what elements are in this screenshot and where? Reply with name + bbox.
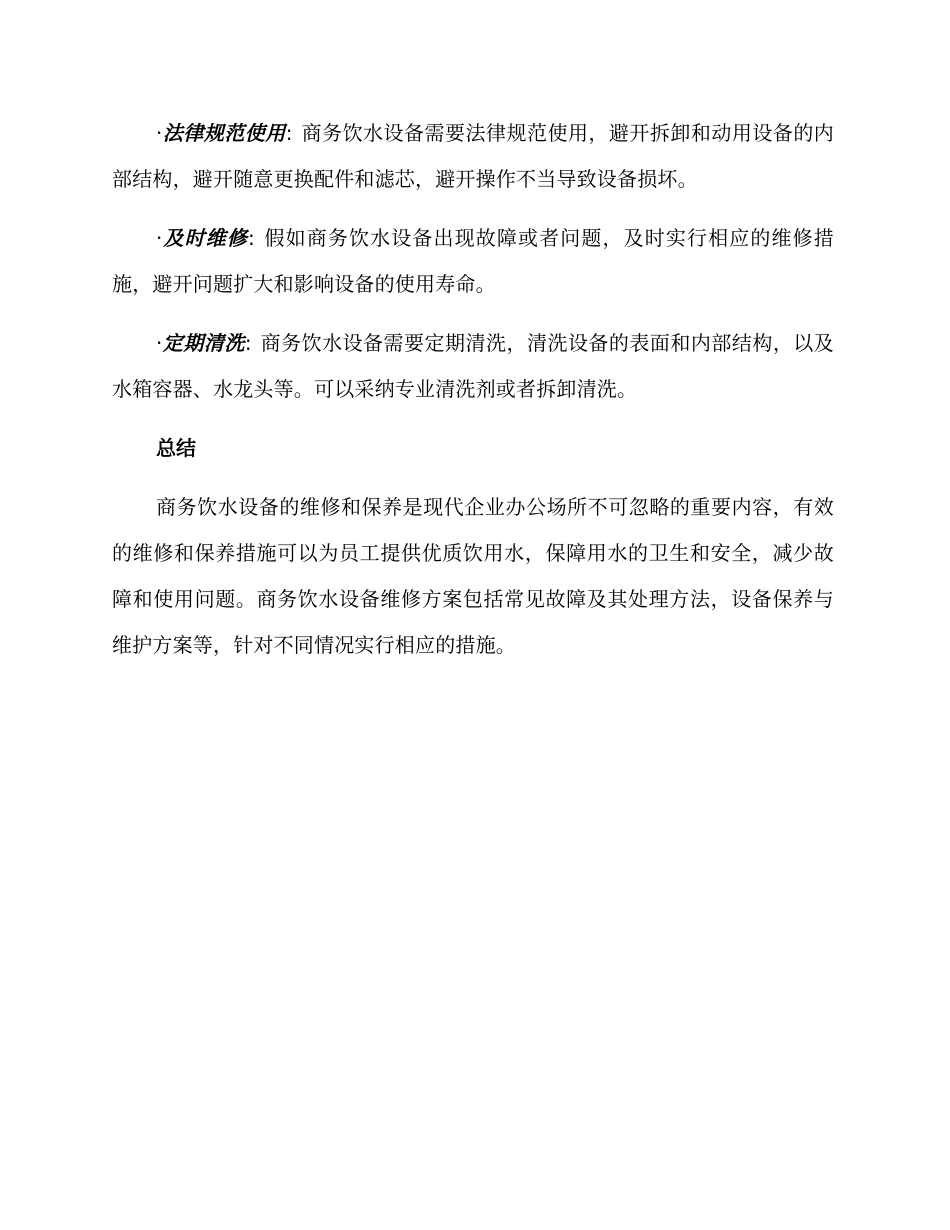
bullet-item-timely-repair xyxy=(112,215,834,307)
bullet-term: 定期清洗 xyxy=(162,331,245,355)
bullet-mark: · xyxy=(156,331,163,355)
summary-heading: 总结 xyxy=(156,436,196,460)
bullet-separator: : xyxy=(244,331,252,355)
bullet-term: 法律规范使用 xyxy=(162,121,286,145)
bullet-separator: : xyxy=(248,226,255,250)
bullet-text: 商务饮水设备需要定期清洗，清洗设备的表面和内部结构，以及水箱容器、水龙头等。可以采纳专业清洗剂或者拆卸清洗。 xyxy=(112,331,834,401)
summary-paragraph: 商务饮水设备的维修和保养是现代企业办公场所不可忽略的重要内容，有效的维修和保养措施可以为员工提供优质饮用水，保障用水的卫生和安全，减少故障和使用问题。商务饮水设备维修方案包括常见故障及其处理方法，设备保养与维护方案等，针对不同情况实行相应的措施。 xyxy=(112,495,834,657)
bullet-separator: : xyxy=(285,121,293,145)
bullet-mark: · xyxy=(156,226,163,250)
bullet-text: 商务饮水设备需要法律规范使用，避开拆卸和动用设备的内部结构，避开随意更换配件和滤芯，避开操作不当导致设备损坏。 xyxy=(112,121,835,191)
bullet-item-legal-use xyxy=(112,110,834,202)
bullet-term: 及时维修 xyxy=(162,226,249,250)
document-page xyxy=(112,110,834,681)
bullet-item-regular-cleaning xyxy=(112,320,834,412)
bullet-mark: · xyxy=(156,121,163,145)
bullet-text: 假如商务饮水设备出现故障或者问题，及时实行相应的维修措施，避开问题扩大和影响设备的使用寿命。 xyxy=(112,226,835,296)
